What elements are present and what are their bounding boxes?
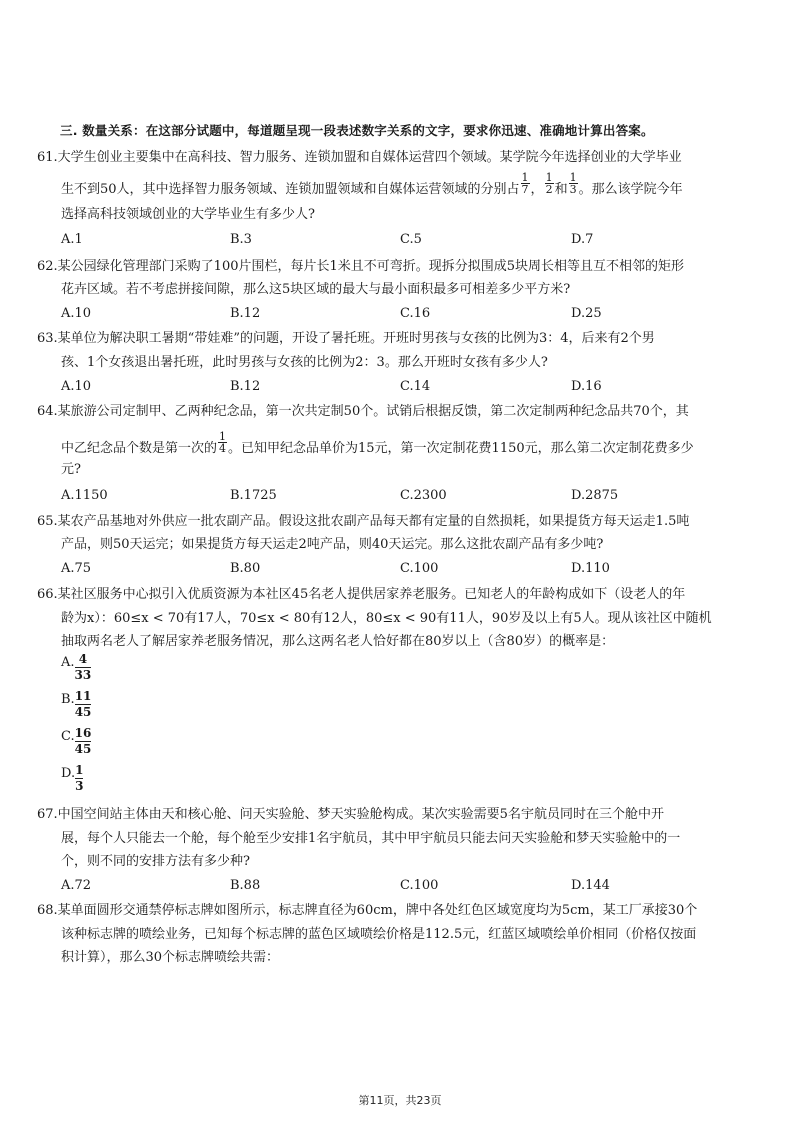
option-b: B.80 (230, 561, 261, 576)
option-d: D.7 (571, 232, 594, 247)
options-row (61, 231, 761, 249)
option-d: D.16 (571, 379, 602, 394)
fraction: $\frac{4}{33}$ (74, 652, 92, 682)
question-text: 积计算），那么30个标志牌喷绘共需： (61, 950, 280, 965)
option-b: B.88 (230, 878, 261, 893)
question-text: 花卉区域。若不考虑拼接间隙，那么这5块区域的最大与最小面积最多可相差多少平方米? (61, 282, 571, 297)
question-text: 选择高科技领域创业的大学毕业生有多少人? (61, 207, 315, 222)
option-c: C.16 (400, 306, 431, 321)
option-c: C.2300 (400, 488, 447, 503)
option-c: C.5 (400, 232, 422, 247)
question-text: 67.中国空间站主体由天和核心舱、问天实验舱、梦天实验舱构成。某次实验需要5名宇航员同时在三个舱中开 (37, 807, 664, 822)
option-b: B. $\frac{11}{45}$ (61, 689, 92, 719)
fraction: $\frac{11}{45}$ (74, 689, 92, 719)
option-d: D.110 (571, 561, 610, 576)
options-row (61, 305, 761, 323)
option-b: B.12 (230, 306, 261, 321)
question-text: 64.某旅游公司定制甲、乙两种纪念品，第一次共定制50个。试销后根据反馈，第二次定制两种纪念品共70个，其 (37, 404, 689, 419)
option-b: B.1725 (230, 488, 277, 503)
question-text: 孩、1个女孩退出暑托班，此时男孩与女孩的比例为2：3。那么开班时女孩有多少人? (61, 355, 548, 370)
page-number: 第11页，共23页 (358, 1094, 442, 1107)
question-text: 展，每个人只能去一个舱，每个舱至少安排1名宇航员，其中甲宇航员只能去问天实验舱和梦天实验舱中的一 (61, 831, 681, 846)
question-text: 63.某单位为解决职工暑期“带娃难”的问题，开设了暑托班。开班时男孩与女孩的比例为3：4，后来有2个男 (37, 331, 655, 346)
fraction: $\frac{1}{3}$ (569, 171, 577, 196)
option-c: C. $\frac{16}{45}$ (61, 726, 92, 756)
question-text: 62.某公园绿化管理部门采购了100片围栏，每片长1米且不可弯折。现拆分拟围成5块周长相等且互不相邻的矩形 (37, 259, 685, 274)
options-row (61, 378, 761, 396)
option-c: C.100 (400, 561, 439, 576)
question-text: 该种标志牌的喷绘业务，已知每个标志牌的蓝色区域喷绘价格是112.5元，红蓝区域喷绘单价相同（价格仅按面 (61, 927, 697, 942)
fraction: $\frac{1}{2}$ (545, 171, 553, 196)
question-text: 66.某社区服务中心拟引入优质资源为本社区45名老人提供居家养老服务。已知老人的年龄构成如下（设老人的年 (37, 587, 686, 602)
option-d: D.144 (571, 878, 610, 893)
option-a: A.1 (61, 232, 83, 247)
question-text: 抽取两名老人了解居家养老服务情况，那么这两名老人恰好都在80岁以上（含80岁）的概率是： (61, 634, 615, 649)
question-text: 个，则不同的安排方法有多少种? (61, 854, 250, 869)
question-text: 68.某单面圆形交通禁停标志牌如图所示，标志牌直径为60cm，牌中各处红色区域宽度均为5cm，某工厂承接30个 (37, 903, 698, 918)
option-a: A. $\frac{4}{33}$ (61, 652, 92, 682)
options-row (61, 877, 761, 895)
question-text: 元? (61, 462, 81, 477)
fraction: $\frac{1}{4}$ (219, 430, 227, 455)
option-d: D.25 (571, 306, 602, 321)
question-text: 中乙纪念品个数是第一次的 $\frac{1}{4}$ 。已知甲纪念品单价为15元，第一次定制花费1150元，那么第二次定制花费多少 (61, 430, 694, 456)
options-row (61, 560, 761, 578)
option-b: B.12 (230, 379, 261, 394)
option-d: D. $\frac{1}{3}$ (61, 763, 84, 793)
option-a: A.72 (61, 878, 92, 893)
question-text: 生不到50人，其中选择智力服务领域、连锁加盟领域和自媒体运营领域的分别占 $\frac{1}{7}$ ， $\frac{1}{2}$ 和 $\frac{1}{3}$ 。那么该学院今年 (61, 171, 683, 197)
option-a: A.75 (61, 561, 92, 576)
question-text: 61.大学生创业主要集中在高科技、智力服务、连锁加盟和自媒体运营四个领域。某学院今年选择创业的大学毕业 (37, 150, 682, 165)
option-d: D.2875 (571, 488, 619, 503)
options-row (61, 487, 761, 505)
question-text: 龄为x）：60≤x < 70有17人，70≤x < 80有12人，80≤x < 90有11人，90岁及以上有5人。现从该社区中随机 (61, 611, 712, 626)
section-title: 三. 数量关系：在这部分试题中，每道题呈现一段表述数字关系的文字，要求你迅速、准确地计算出答案。 (60, 123, 654, 138)
fraction: $\frac{1}{3}$ (75, 763, 84, 793)
fraction: $\frac{1}{7}$ (521, 171, 529, 196)
option-a: A.10 (61, 306, 92, 321)
option-b: B.3 (230, 232, 252, 247)
question-text: 65.某农产品基地对外供应一批农副产品。假设这批农副产品每天都有定量的自然损耗，如果提货方每天运走1.5吨 (37, 514, 690, 529)
option-a: A.10 (61, 379, 92, 394)
option-c: C.14 (400, 379, 431, 394)
fraction: $\frac{16}{45}$ (74, 726, 92, 756)
option-a: A.1150 (61, 488, 108, 503)
option-c: C.100 (400, 878, 439, 893)
question-text: 产品，则50天运完；如果提货方每天运走2吨产品，则40天运完。那么这批农副产品有多少吨? (61, 537, 604, 552)
